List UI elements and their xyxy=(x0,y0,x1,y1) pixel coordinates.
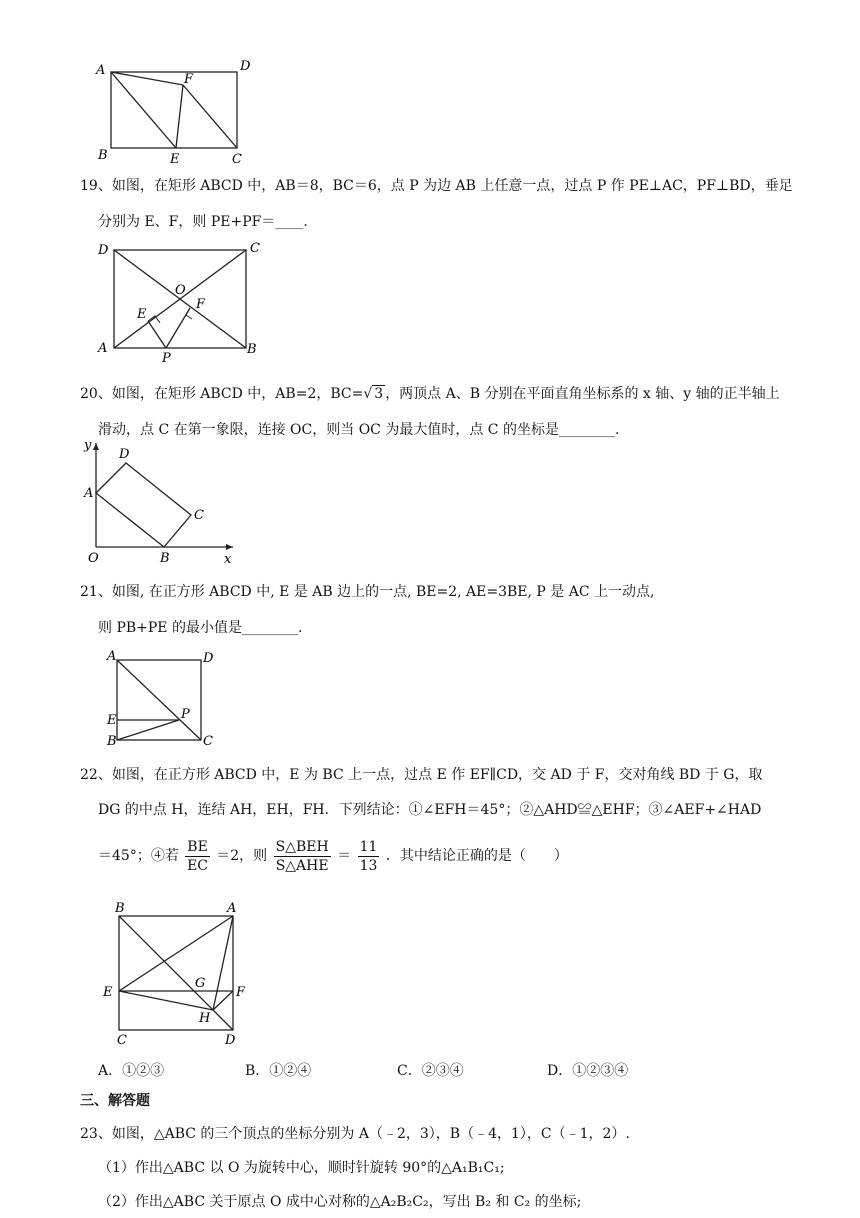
q22-line3 xyxy=(98,836,568,876)
label-O: O xyxy=(88,551,99,566)
label-F: F xyxy=(184,72,194,87)
choice-c: C．②③④ xyxy=(397,1063,464,1079)
figure-q19 xyxy=(90,238,270,363)
q22-line3-end: ．其中结论正确的是（ ） xyxy=(385,848,568,864)
q20-line1-end: ，两顶点 A、B 分别在平面直角坐标系的 x 轴、y 轴的正半轴上 xyxy=(385,386,780,402)
q23-line2: （1）作出△ABC 以 O 为旋转中心，顺时针旋转 90°的△A₁B₁C₁; xyxy=(98,1160,505,1176)
q20-line2: 滑动，点 C 在第一象限，连接 OC，则当 OC 为最大值时，点 C 的坐标是________. xyxy=(98,422,620,438)
label-C: C xyxy=(232,152,242,167)
sqrt-symbol: √ 3 xyxy=(363,386,384,402)
label-E: E xyxy=(137,307,147,322)
fraction-num: 11 xyxy=(359,838,378,855)
figure-q20 xyxy=(78,435,248,570)
label-C: C xyxy=(117,1033,127,1048)
label-A: A xyxy=(98,341,108,356)
fraction-num: BE xyxy=(187,838,208,855)
label-y: y xyxy=(84,438,92,453)
label-B: B xyxy=(160,551,170,566)
label-A: A xyxy=(227,901,237,916)
label-B: B xyxy=(247,342,257,357)
choice-a: A．①②③ xyxy=(98,1063,165,1079)
label-E: E xyxy=(170,152,180,167)
label-E: E xyxy=(103,985,113,1000)
label-E: E xyxy=(107,713,117,728)
label-P: P xyxy=(162,351,171,363)
choice-d: D．①②③④ xyxy=(547,1063,629,1079)
label-F: F xyxy=(236,985,246,1000)
label-C: C xyxy=(203,734,213,748)
figure-q21 xyxy=(95,648,230,748)
q23-line3: （2）作出△ABC 关于原点 O 成中心对称的△A₂B₂C₂，写出 B₂ 和 C₂ 的坐标; xyxy=(98,1194,582,1210)
fraction-be-ec xyxy=(185,838,210,875)
q22-line3-start: ＝45°；④若 xyxy=(98,848,179,864)
label-A: A xyxy=(96,63,106,78)
q20-line1-start: 20、如图，在矩形 ABCD 中，AB=2，BC= xyxy=(80,386,364,402)
label-D: D xyxy=(225,1033,236,1048)
q22-line3-mid: ＝2，则 xyxy=(216,848,268,864)
label-B: B xyxy=(107,734,117,748)
q20-line1 xyxy=(80,384,780,404)
label-x: x xyxy=(224,552,232,567)
label-C: C xyxy=(250,241,260,256)
figure-q22 xyxy=(95,898,255,1048)
q22-line2: DG 的中点 H，连结 AH，EH，FH．下列结论：①∠EFH＝45°；②△AHD≌△EHF；③∠AEF+∠HAD xyxy=(98,802,762,818)
label-G: G xyxy=(195,976,206,991)
figure-q18 xyxy=(90,55,260,170)
sqrt-value: 3 xyxy=(374,386,384,402)
fraction-den: S△AHE xyxy=(275,857,329,874)
choice-b: B．①②④ xyxy=(245,1063,312,1079)
label-O: O xyxy=(175,283,186,298)
fraction-11-13 xyxy=(358,838,380,875)
q22-line1: 22、如图，在正方形 ABCD 中，E 为 BC 上一点，过点 E 作 EF∥CD，交 AD 于 F，交对角线 BD 于 G，取 xyxy=(80,767,763,783)
label-D: D xyxy=(240,59,251,74)
label-P: P xyxy=(181,707,190,722)
label-B: B xyxy=(98,148,108,163)
q19-line1: 19、如图，在矩形 ABCD 中，AB＝8，BC＝6，点 P 为边 AB 上任意一点，过点 P 作 PE⊥AC，PF⊥BD，垂足 xyxy=(80,178,793,194)
q23-line1: 23、如图，△ABC 的三个顶点的坐标分别为 A（﹣2，3），B（﹣4，1），C（﹣1，2）. xyxy=(80,1126,630,1142)
label-H: H xyxy=(199,1011,211,1026)
label-B: B xyxy=(115,901,125,916)
label-F: F xyxy=(196,297,206,312)
label-A: A xyxy=(107,649,117,664)
label-C: C xyxy=(194,508,204,523)
fraction-den: EC xyxy=(187,857,208,874)
label-A: A xyxy=(84,486,94,501)
q19-line2: 分别为 E、F，则 PE+PF＝____. xyxy=(98,214,308,230)
label-D: D xyxy=(98,243,109,258)
q21-line1: 21、如图, 在正方形 ABCD 中, E 是 AB 边上的一点, BE=2, AE=3BE, P 是 AC 上一动点, xyxy=(80,584,655,600)
q22-line3-eq: ＝ xyxy=(337,848,352,864)
label-D: D xyxy=(203,651,214,666)
fraction-den: 13 xyxy=(359,857,378,874)
section-heading: 三、解答题 xyxy=(80,1093,150,1109)
label-D: D xyxy=(119,447,130,462)
q21-line2: 则 PB+PE 的最小值是________. xyxy=(98,620,303,636)
fraction-num: S△BEH xyxy=(275,838,329,855)
fraction-area xyxy=(274,838,331,875)
